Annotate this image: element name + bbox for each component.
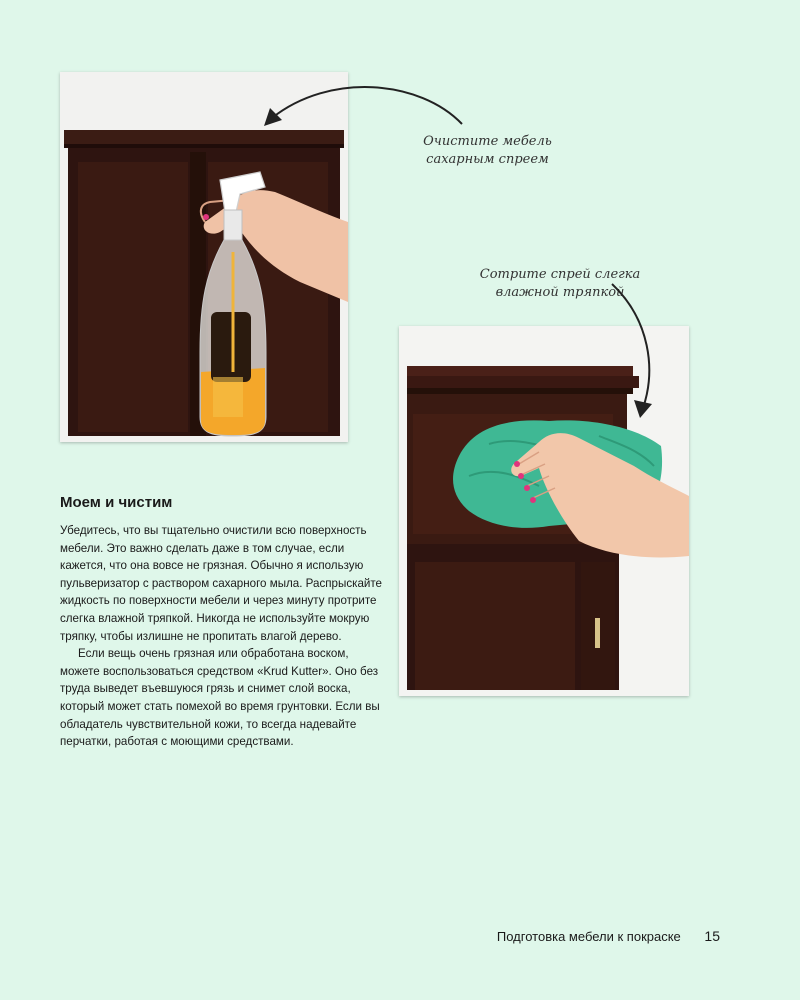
wiping-cloth-illustration (399, 326, 689, 696)
photo-spray-bottle (60, 72, 348, 442)
section-body (60, 522, 390, 751)
paragraph-1: Убедитесь, что вы тщательно очистили всю поверхность мебели. Это важно сделать даже в том случае, если кажется, что она вовсе не грязная. Обычно я использую пульверизатор с раствором сахарного мыла. Распрыскайте жидкость по поверхности мебели и через минуту протрите слегка влажной тряпкой. Никогда не используйте мокрую тряпку, чтобы излишне не пропитать влагой дерево. (60, 524, 383, 643)
callout-spray (410, 133, 565, 169)
page-footer (497, 928, 720, 944)
callout-wipe (470, 266, 650, 302)
section-title: Моем и чистим (60, 494, 173, 511)
paragraph-2: Если вещь очень грязная или обработана воском, можете воспользоваться средством «Krud Kutter». Оно без труда выведет въевшуюся грязь и снимет слой воска, который может стать помехой во время грунтовки. Если вы обладатель чувствительной кожи, то всегда надевайте перчатки, работая с моющими средствами. (60, 647, 380, 749)
photo-wiping-cloth (399, 326, 689, 696)
callout-spray-line-1: Очистите мебель (423, 134, 552, 149)
callout-wipe-line-2: влажной тряпкой (495, 285, 625, 300)
spray-bottle-illustration (60, 72, 348, 442)
chapter-title: Подготовка мебели к покраске (496, 929, 681, 944)
callout-wipe-line-1: Сотрите спрей слегка (479, 267, 641, 282)
page-number: 15 (704, 928, 720, 944)
callout-spray-line-2: сахарным спреем (426, 152, 549, 167)
